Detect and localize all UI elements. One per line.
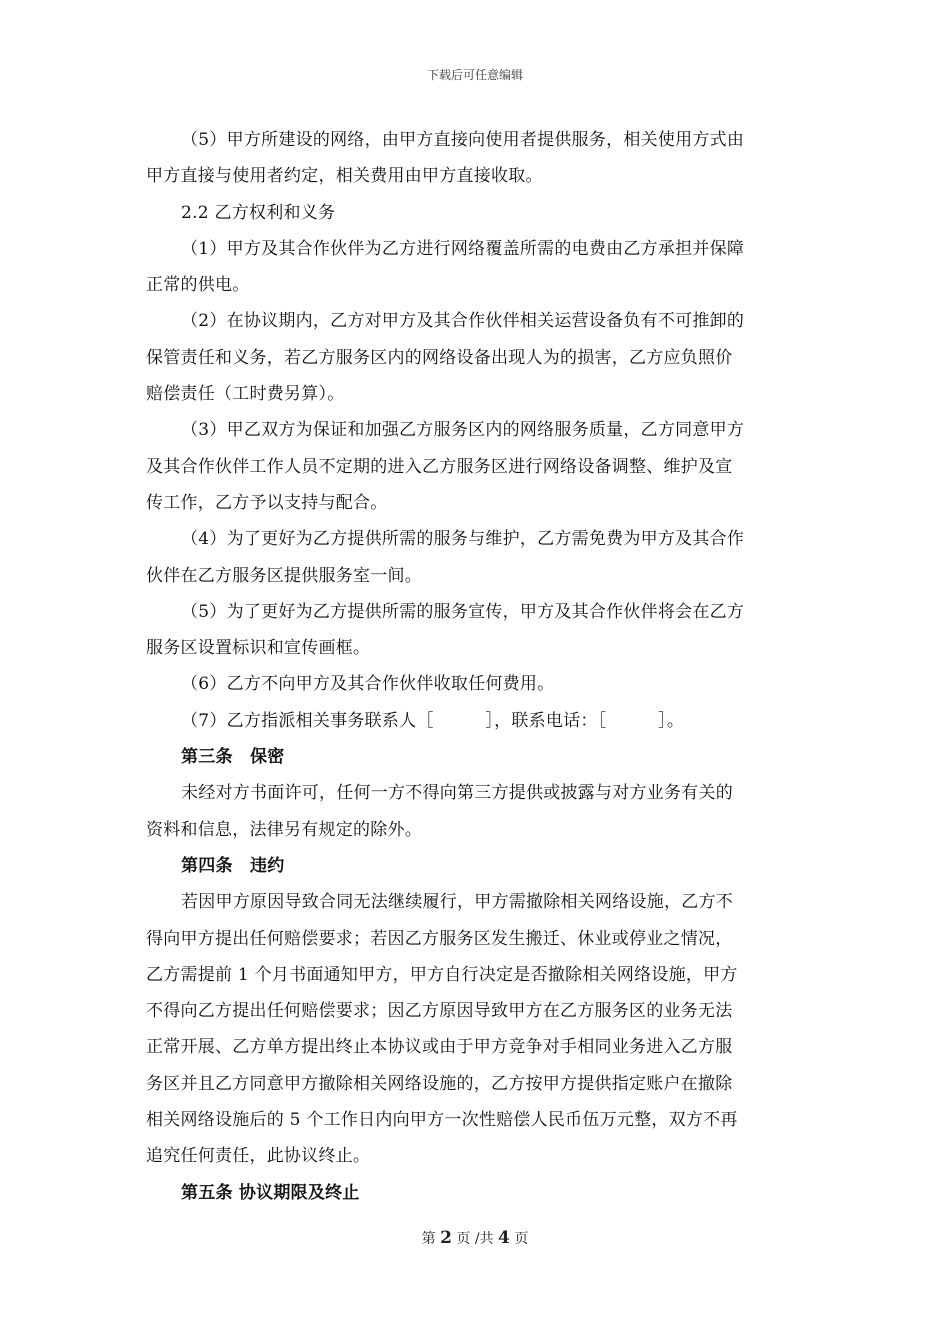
text-line: 及其合作伙伴工作人员不定期的进入乙方服务区进行网络设备调整、维护及宣	[146, 456, 733, 477]
text-line: 保管责任和义务，若乙方服务区内的网络设备出现人为的损害，乙方应负照价	[146, 347, 733, 368]
text-line: （7）乙方指派相关事务联系人［ ］，联系电话：［ ］。	[181, 710, 685, 731]
text-line: 甲方直接与使用者约定，相关费用由甲方直接收取。	[146, 166, 543, 187]
total-page-number: 4	[498, 1228, 510, 1248]
text-line: （1）甲方及其合作伙伴为乙方进行网络覆盖所需的电费由乙方承担并保障	[181, 238, 745, 259]
text-line: 赔偿责任（工时费另算）。	[146, 384, 345, 405]
text-line: 未经对方书面许可，任何一方不得向第三方提供或披露与对方业务有关的	[181, 783, 733, 804]
page-header-note: 下载后可任意编辑	[426, 68, 523, 82]
text-line: （6）乙方不向甲方及其合作伙伴收取任何费用。	[181, 674, 555, 695]
text-line: 正常开展、乙方单方提出终止本协议或由于甲方竞争对手相同业务进入乙方服	[146, 1037, 733, 1058]
text-line: （4）为了更好为乙方提供所需的服务与维护，乙方需免费为甲方及其合作	[181, 529, 745, 550]
text-line: 伙伴在乙方服务区提供服务室一间。	[146, 565, 422, 586]
text-line: 服务区设置标识和宣传画框。	[146, 638, 371, 659]
text-line: 2.2 乙方权利和义务	[181, 202, 336, 223]
text-line: 乙方需提前 1 个月书面通知甲方，甲方自行决定是否撤除相关网络设施，甲方	[146, 964, 738, 985]
text-line: 若因甲方原因导致合同无法继续履行，甲方需撤除相关网络设施，乙方不	[181, 892, 733, 913]
footer-suffix: 页	[509, 1231, 529, 1247]
text-line: 追究任何责任，此协议终止。	[146, 1146, 371, 1167]
text-line: （3）甲乙双方为保证和加强乙方服务区内的网络服务质量，乙方同意甲方	[181, 420, 745, 441]
text-line: （2）在协议期内，乙方对甲方及其合作伙伴相关运营设备负有不可推卸的	[181, 311, 745, 332]
text-line: 资料和信息，法律另有规定的除外。	[146, 819, 422, 840]
text-line: 传工作，乙方予以支持与配合。	[146, 492, 388, 513]
section-heading: 第三条 保密	[181, 747, 285, 768]
footer-middle: 页 /共	[451, 1231, 499, 1247]
text-line: 相关网络设施后的 5 个工作日内向甲方一次性赔偿人民币伍万元整，双方不再	[146, 1110, 738, 1131]
document-body	[146, 122, 811, 1211]
text-line: 不得向乙方提出任何赔偿要求；因乙方原因导致甲方在乙方服务区的业务无法	[146, 1001, 733, 1022]
text-line: 得向甲方提出任何赔偿要求；若因乙方服务区发生搬迁、休业或停业之情况，	[146, 928, 733, 949]
text-line: 务区并且乙方同意甲方撤除相关网络设施的，乙方按甲方提供指定账户在撤除	[146, 1073, 733, 1094]
current-page-number: 2	[440, 1228, 452, 1248]
footer-prefix: 第	[421, 1231, 441, 1247]
page-footer	[0, 1228, 950, 1248]
text-line: （5）为了更好为乙方提供所需的服务宣传，甲方及其合作伙伴将会在乙方	[181, 601, 745, 622]
text-line: 正常的供电。	[146, 275, 250, 296]
text-line: （5）甲方所建设的网络，由甲方直接向使用者提供服务，相关使用方式由	[181, 130, 745, 150]
section-heading: 第五条 协议期限及终止	[181, 1182, 360, 1203]
section-heading: 第四条 违约	[181, 855, 285, 876]
